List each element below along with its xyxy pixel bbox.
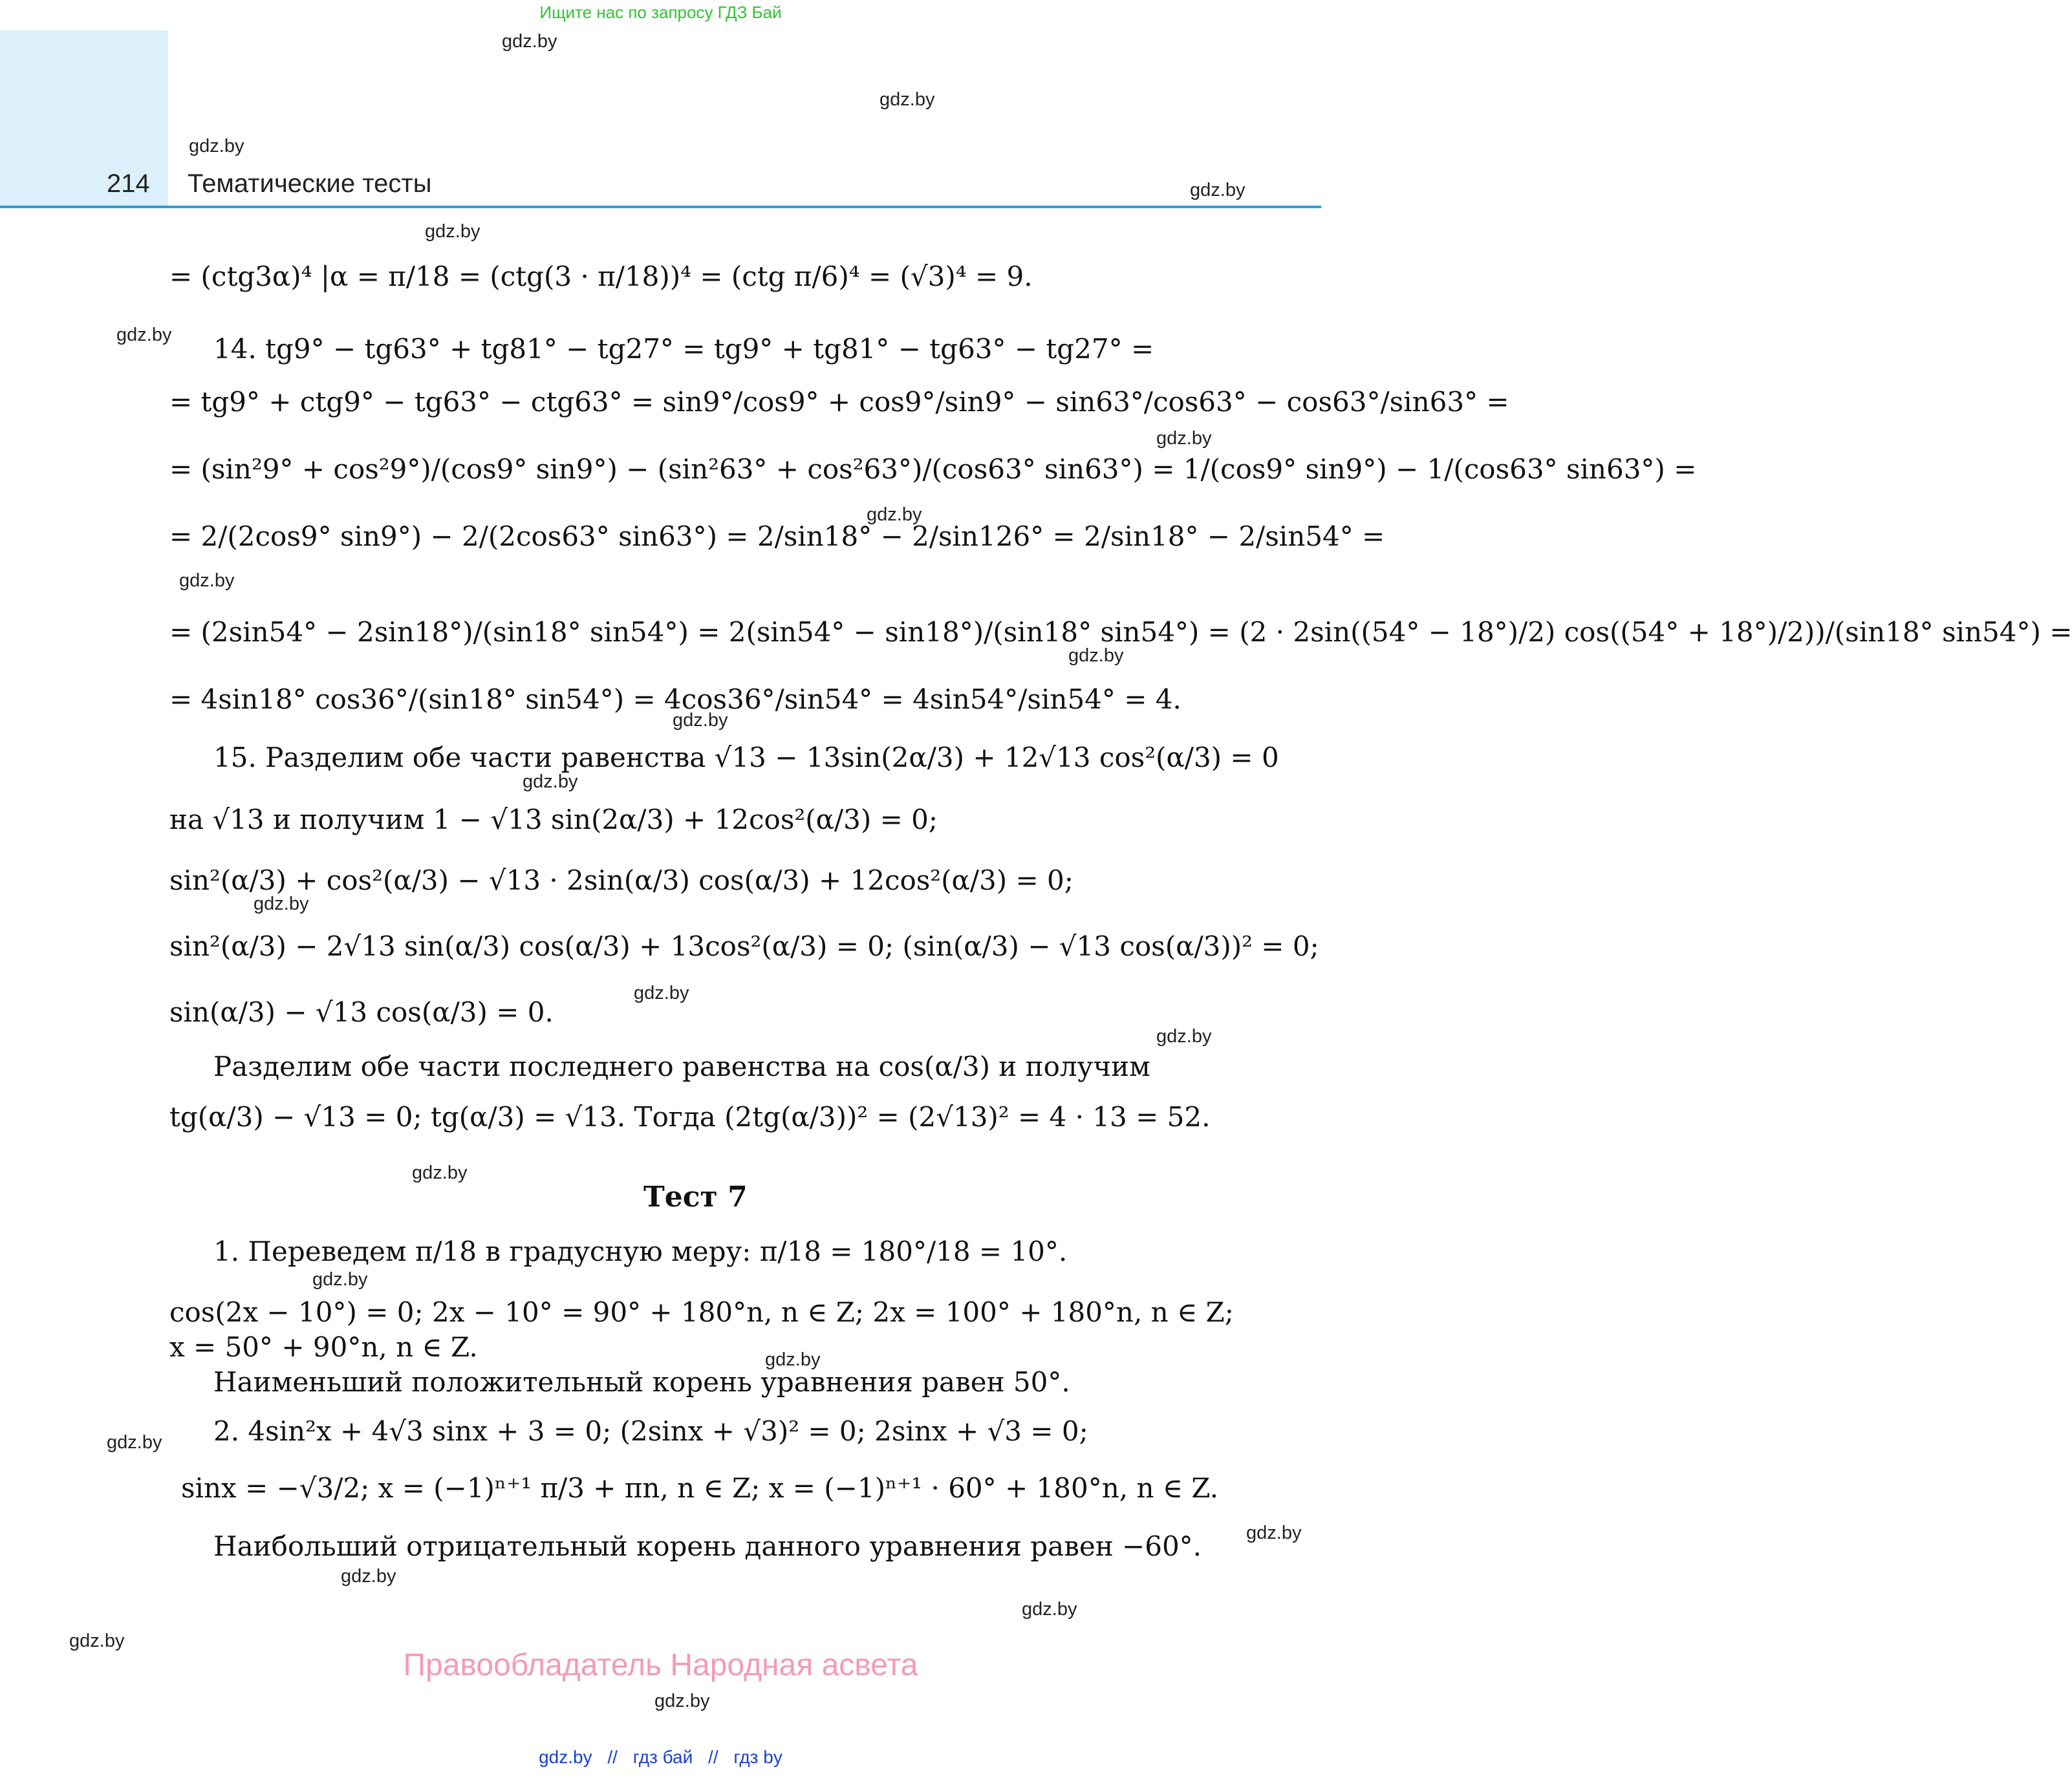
footer-separator: // <box>607 1747 618 1767</box>
problem-14-line-3: = (sin²9° + cos²9°)/(cos9° sin9°) − (sin²63° + cos²63°)/(cos63° sin63°) = 1/(cos9° sin9°) − 1/(cos63° sin63°) = <box>169 453 1697 485</box>
problem-15-line-1: 15. Разделим обе части равенства √13 − 13sin(2α/3) + 12√13 cos²(α/3) = 0 <box>213 742 1279 773</box>
problem-14-line-6: = 4sin18° cos36°/(sin18° sin54°) = 4cos36°/sin54° = 4sin54°/sin54° = 4. <box>169 683 1182 715</box>
watermark: gdz.by <box>1156 428 1212 449</box>
watermark: gdz.by <box>1246 1523 1302 1543</box>
watermark: gdz.by <box>254 894 309 914</box>
watermark: gdz.by <box>673 710 728 731</box>
problem-14-line-4: = 2/(2cos9° sin9°) − 2/(2cos63° sin63°) = 2/sin18° − 2/sin126° = 2/sin18° − 2/sin54° = <box>169 520 1385 552</box>
test7-problem-1-line-1: 1. Переведем π/18 в градусную меру: π/18 = 180°/18 = 10°. <box>213 1236 1068 1267</box>
problem-15-line-7: tg(α/3) − √13 = 0; tg(α/3) = √13. Тогда (2tg(α/3))² = (2√13)² = 4 · 13 = 52. <box>169 1101 1211 1133</box>
problem-15-line-6: Разделим обе части последнего равенства на cos(α/3) и получим <box>213 1051 1150 1082</box>
top-banner[interactable]: Ищите нас по запросу ГДЗ Бай <box>539 3 782 22</box>
watermark: gdz.by <box>523 771 578 792</box>
problem-14-line-1: 14. tg9° − tg63° + tg81° − tg27° = tg9° + tg81° − tg63° − tg27° = <box>213 333 1154 365</box>
watermark: gdz.by <box>1022 1599 1077 1620</box>
test7-problem-1-answer: Наименьший положительный корень уравнения равен 50°. <box>213 1366 1070 1398</box>
test7-problem-2-line-1: 2. 4sin²x + 4√3 sinx + 3 = 0; (2sinx + √3)² = 0; 2sinx + √3 = 0; <box>213 1415 1088 1447</box>
watermark: gdz.by <box>1190 180 1246 200</box>
problem-15-line-2: на √13 и получим 1 − √13 sin(2α/3) + 12cos²(α/3) = 0; <box>169 804 938 835</box>
problem-15-line-4: sin²(α/3) − 2√13 sin(α/3) cos(α/3) + 13cos²(α/3) = 0; (sin(α/3) − √13 cos(α/3))² = 0; <box>169 930 1319 962</box>
watermark: gdz.by <box>312 1269 368 1290</box>
watermark: gdz.by <box>116 325 172 345</box>
footer-link-gdz-bai[interactable]: гдз бай <box>632 1747 693 1767</box>
section-title: Тематические тесты <box>188 169 432 198</box>
watermark: gdz.by <box>425 221 480 242</box>
problem-14-line-5: = (2sin54° − 2sin18°)/(sin18° sin54°) = 2(sin54° − sin18°)/(sin18° sin54°) = (2 · 2sin((54° − 18°)/2) cos((54° + 18°)/2))/(sin18° sin54°) = <box>169 616 2072 648</box>
watermark: gdz.by <box>189 136 244 156</box>
footer-link-gdz-by[interactable]: gdz.by <box>539 1747 592 1767</box>
header-rule <box>0 206 1321 208</box>
test7-problem-1-line-3: x = 50° + 90°n, n ∈ Z. <box>169 1331 478 1363</box>
watermark: gdz.by <box>654 1691 710 1711</box>
copyright-notice: Правообладатель Народная асвета <box>403 1648 918 1682</box>
page-number: 214 <box>107 169 150 198</box>
test7-problem-2-answer: Наибольший отрицательный корень данного уравнения равен −60°. <box>213 1530 1202 1562</box>
watermark: gdz.by <box>107 1432 162 1453</box>
watermark: gdz.by <box>69 1631 125 1651</box>
watermark: gdz.by <box>341 1566 396 1587</box>
test7-problem-2-line-2: sinx = −√3/2; x = (−1)ⁿ⁺¹ π/3 + πn, n ∈ Z; x = (−1)ⁿ⁺¹ · 60° + 180°n, n ∈ Z. <box>181 1472 1219 1504</box>
watermark: gdz.by <box>412 1162 468 1183</box>
test7-problem-1-line-2: cos(2x − 10°) = 0; 2x − 10° = 90° + 180°n, n ∈ Z; 2x = 100° + 180°n, n ∈ Z; <box>169 1296 1234 1328</box>
watermark: gdz.by <box>1068 645 1124 666</box>
math-line-continuation: = (ctg3α)⁴ |α = π/18 = (ctg(3 · π/18))⁴ = (ctg π/6)⁴ = (√3)⁴ = 9. <box>169 261 1033 292</box>
watermark: gdz.by <box>867 504 922 525</box>
watermark: gdz.by <box>502 31 557 52</box>
test-title: Тест 7 <box>643 1181 748 1214</box>
watermark: gdz.by <box>179 570 235 591</box>
watermark: gdz.by <box>634 983 689 1003</box>
watermark: gdz.by <box>765 1349 821 1370</box>
problem-14-line-2: = tg9° + ctg9° − tg63° − ctg63° = sin9°/cos9° + cos9°/sin9° − sin63°/cos63° − cos63°/sin63° = <box>169 386 1509 418</box>
footer-separator: // <box>708 1747 718 1767</box>
problem-15-line-3: sin²(α/3) + cos²(α/3) − √13 · 2sin(α/3) cos(α/3) + 12cos²(α/3) = 0; <box>169 864 1074 896</box>
footer-link-gdz-by-2[interactable]: гдз by <box>733 1747 782 1767</box>
watermark: gdz.by <box>1156 1026 1212 1047</box>
footer-links <box>0 1747 1321 1768</box>
watermark: gdz.by <box>880 89 935 110</box>
problem-15-line-5: sin(α/3) − √13 cos(α/3) = 0. <box>169 996 554 1028</box>
